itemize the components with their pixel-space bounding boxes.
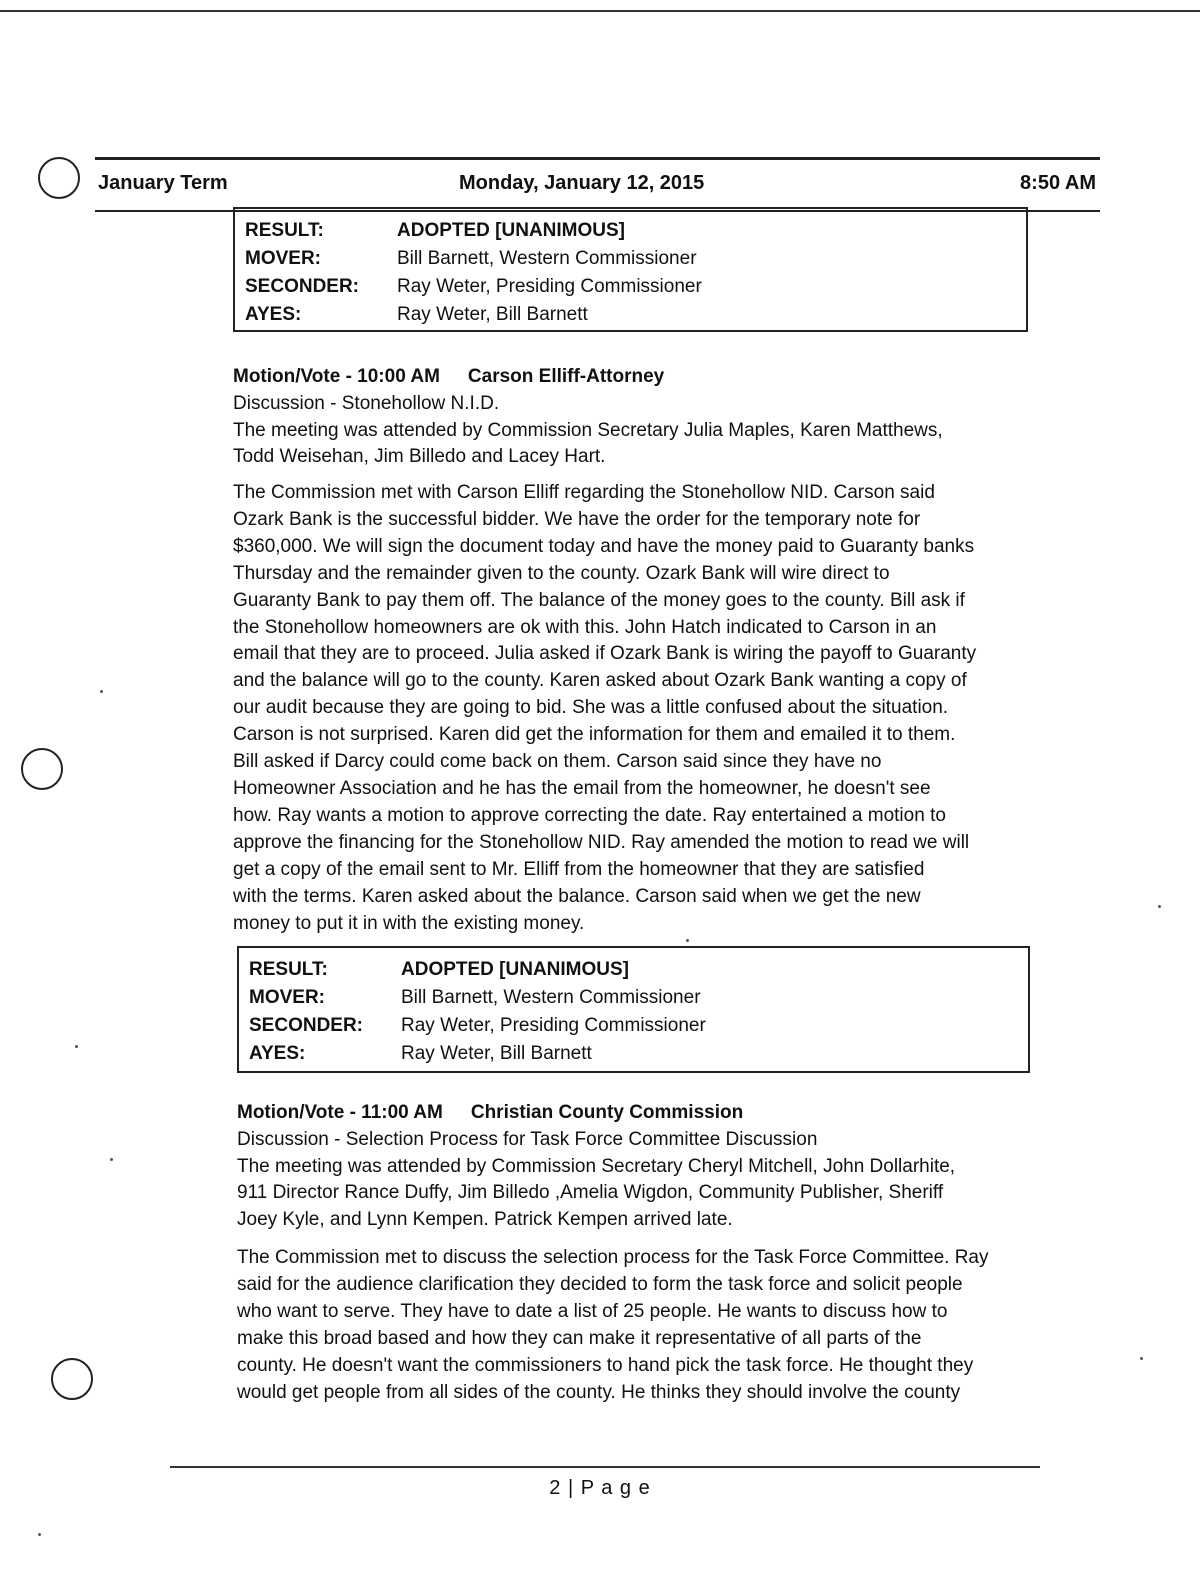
paragraph-line: Carson is not surprised. Karen did get the information for them and emailed it to them. (233, 724, 956, 746)
scan-speck (100, 690, 103, 693)
result-value: ADOPTED [UNANIMOUS] (401, 959, 629, 980)
ayes-value: Ray Weter, Bill Barnett (401, 1043, 592, 1064)
discussion-line: Discussion - Selection Process for Task Force Committee Discussion (237, 1128, 818, 1150)
paragraph-line: Bill asked if Darcy could come back on them. Carson said since they have no (233, 751, 882, 773)
binder-hole-icon (51, 1358, 93, 1400)
result-label: RESULT: (249, 959, 328, 980)
paragraph-line: county. He doesn't want the commissioners to hand pick the task force. He thought they (237, 1354, 974, 1376)
paragraph-line: the Stonehollow homeowners are ok with this. John Hatch indicated to Carson in an (233, 616, 937, 638)
seconder-row (239, 1015, 1028, 1043)
attendance-line: Joey Kyle, and Lynn Kempen. Patrick Kempen arrived late. (237, 1209, 733, 1231)
paragraph-line: make this broad based and how they can make it representative of all parts of the (237, 1327, 922, 1349)
paragraph-line: Guaranty Bank to pay them off. The balance of the money goes to the county. Bill ask if (233, 589, 965, 611)
discussion-line: Discussion - Stonehollow N.I.D. (233, 392, 500, 414)
paragraph-line: The Commission met to discuss the selection process for the Task Force Committee. Ray (237, 1247, 989, 1268)
meeting-date: Monday, January 12, 2015 (459, 172, 705, 194)
paragraph-line: who want to serve. They have to date a list of 25 people. He wants to discuss how to (237, 1300, 948, 1322)
seconder-label: SECONDER: (245, 276, 360, 297)
paragraph-line: would get people from all sides of the county. He thinks they should involve the county (237, 1381, 961, 1403)
ayes-label: AYES: (249, 1043, 306, 1064)
motion-time: Motion/Vote - 11:00 AM (237, 1102, 443, 1123)
attendance-line: 911 Director Rance Duffy, Jim Billedo ,Amelia Wigdon, Community Publisher, Sheriff (237, 1182, 944, 1204)
ayes-label: AYES: (245, 304, 302, 325)
attendance-line: The meeting was attended by Commission Secretary Julia Maples, Karen Matthews, (233, 419, 943, 441)
result-row (235, 220, 1026, 248)
paragraph-line: how. Ray wants a motion to approve correcting the date. Ray entertained a motion to (233, 804, 946, 826)
ayes-row (239, 1043, 1028, 1071)
scan-speck (686, 939, 689, 942)
vote-result-box (233, 207, 1028, 332)
result-row (239, 959, 1028, 987)
mover-row (235, 248, 1026, 276)
page-header (95, 157, 1100, 212)
binder-hole-icon (21, 748, 63, 790)
attendance-line: Todd Weisehan, Jim Billedo and Lacey Hart. (233, 446, 606, 468)
paragraph-line: said for the audience clarification they decided to form the task force and solicit people (237, 1273, 963, 1295)
mover-row (239, 987, 1028, 1015)
paragraph-line: email that they are to proceed. Julia asked if Ozark Bank is wiring the payoff to Guaranty (233, 643, 977, 665)
motion-heading (233, 364, 943, 391)
result-label: RESULT: (245, 220, 324, 241)
minutes-paragraph-2 (237, 1245, 988, 1406)
paragraph-line: our audit because they are going to bid. She was a little confused about the situation. (233, 697, 949, 719)
mover-label: MOVER: (249, 987, 325, 1008)
attendance-line: The meeting was attended by Commission Secretary Cheryl Mitchell, John Dollarhite, (237, 1155, 956, 1177)
paragraph-line: Thursday and the remainder given to the county. Ozark Bank will wire direct to (233, 562, 890, 584)
seconder-value: Ray Weter, Presiding Commissioner (397, 276, 702, 297)
scan-speck (110, 1158, 113, 1161)
scan-speck (75, 1045, 78, 1048)
paragraph-line: $360,000. We will sign the document today and have the money paid to Guaranty banks (233, 535, 975, 557)
paragraph-line: approve the financing for the Stonehollow NID. Ray amended the motion to read we will (233, 831, 970, 853)
motion-heading (237, 1100, 955, 1127)
paragraph-line: and the balance will go to the county. Karen asked about Ozark Bank wanting a copy of (233, 670, 967, 692)
motion-presenter: Carson Elliff-Attorney (467, 366, 665, 387)
motion-section-1 (233, 364, 943, 471)
scan-speck (38, 1533, 41, 1536)
paragraph-line: The Commission met with Carson Elliff regarding the Stonehollow NID. Carson said (233, 482, 935, 503)
minutes-paragraph-1 (233, 480, 976, 937)
mover-label: MOVER: (245, 248, 321, 269)
seconder-row (235, 276, 1026, 304)
paragraph-line: Homeowner Association and he has the email from the homeowner, he doesn't see (233, 777, 931, 799)
scan-speck (1140, 1357, 1143, 1360)
paragraph-line: with the terms. Karen asked about the balance. Carson said when we get the new (233, 885, 921, 907)
scan-speck (1158, 905, 1161, 908)
mover-value: Bill Barnett, Western Commissioner (397, 248, 697, 269)
motion-time: Motion/Vote - 10:00 AM (233, 366, 440, 387)
result-value: ADOPTED [UNANIMOUS] (397, 220, 625, 241)
ayes-row (235, 304, 1026, 332)
binder-hole-icon (38, 157, 80, 199)
vote-result-box (237, 946, 1030, 1073)
footer-rule (170, 1466, 1040, 1468)
scan-edge-line (0, 10, 1200, 12)
seconder-value: Ray Weter, Presiding Commissioner (401, 1015, 706, 1036)
seconder-label: SECONDER: (249, 1015, 364, 1036)
paragraph-line: get a copy of the email sent to Mr. Elliff from the homeowner that they are satisfied (233, 858, 925, 880)
term-label: January Term (98, 172, 228, 194)
motion-presenter: Christian County Commission (470, 1102, 744, 1123)
mover-value: Bill Barnett, Western Commissioner (401, 987, 701, 1008)
paragraph-line: Ozark Bank is the successful bidder. We have the order for the temporary note for (233, 508, 921, 530)
page-number: 2 | P a g e (549, 1477, 651, 1499)
meeting-time: 8:50 AM (1020, 172, 1096, 194)
paragraph-line: money to put it in with the existing money. (233, 912, 585, 934)
motion-section-2 (237, 1100, 955, 1234)
ayes-value: Ray Weter, Bill Barnett (397, 304, 588, 325)
